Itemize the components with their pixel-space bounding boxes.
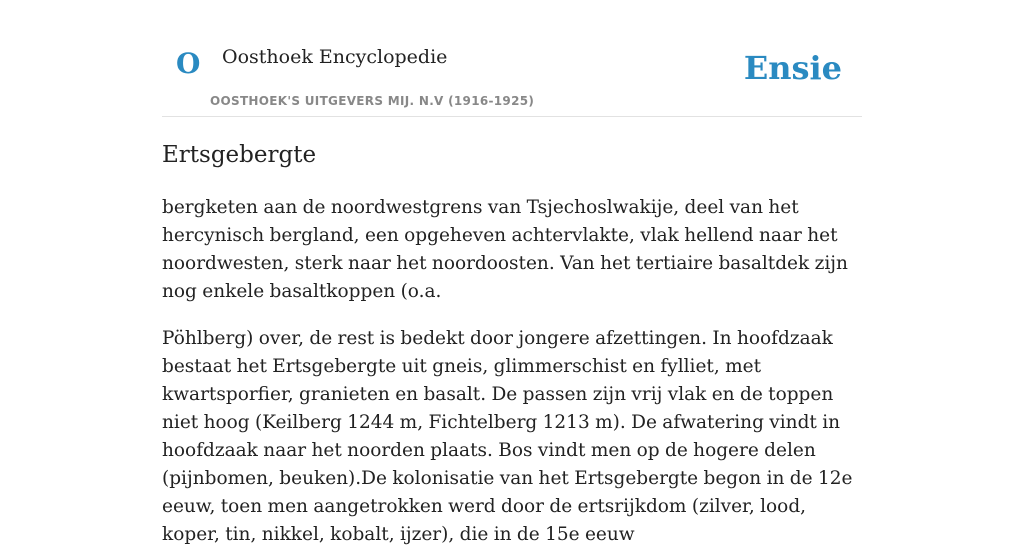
source-subtitle: OOSTHOEK'S UITGEVERS MIJ. N.V (1916-1925): [210, 94, 535, 108]
article: [162, 140, 862, 549]
source-title[interactable]: Oosthoek Encyclopedie: [222, 46, 448, 68]
source-logo[interactable]: O: [176, 47, 201, 80]
ensie-brand-logo[interactable]: Ensie: [743, 49, 842, 87]
article-paragraph: bergketen aan de noordwestgrens van Tsjechoslwakije, deel van het hercynisch bergland, een opgeheven achtervlakte, vlak hellend naar het noordwesten, sterk naar het noordoosten. Van het tertiaire basaltdek zijn nog enkele basaltkoppen (o.a.: [162, 197, 848, 302]
article-paragraph: Pöhlberg) over, de rest is bedekt door jongere afzettingen. In hoofdzaak bestaat het Ertsgebergte uit gneis, glimmerschist en fylliet, met kwartsporfier, granieten en basalt. De passen zijn vrij vlak en de toppen niet hoog (Keilberg 1244 m, Fichtelberg 1213 m). De afwatering vindt in hoofdzaak naar het noorden plaats. Bos vindt men op de hogere delen (pijnbomen, beuken).De kolonisatie van het Ertsgebergte begon in de 12e eeuw, toen men aangetrokken werd door de ertsrijkdom (zilver, lood, koper, tin, nikkel, kobalt, ijzer), die in de 15e eeuw: [162, 328, 853, 545]
source-header: [162, 0, 862, 117]
article-title: Ertsgebergte: [162, 142, 317, 168]
